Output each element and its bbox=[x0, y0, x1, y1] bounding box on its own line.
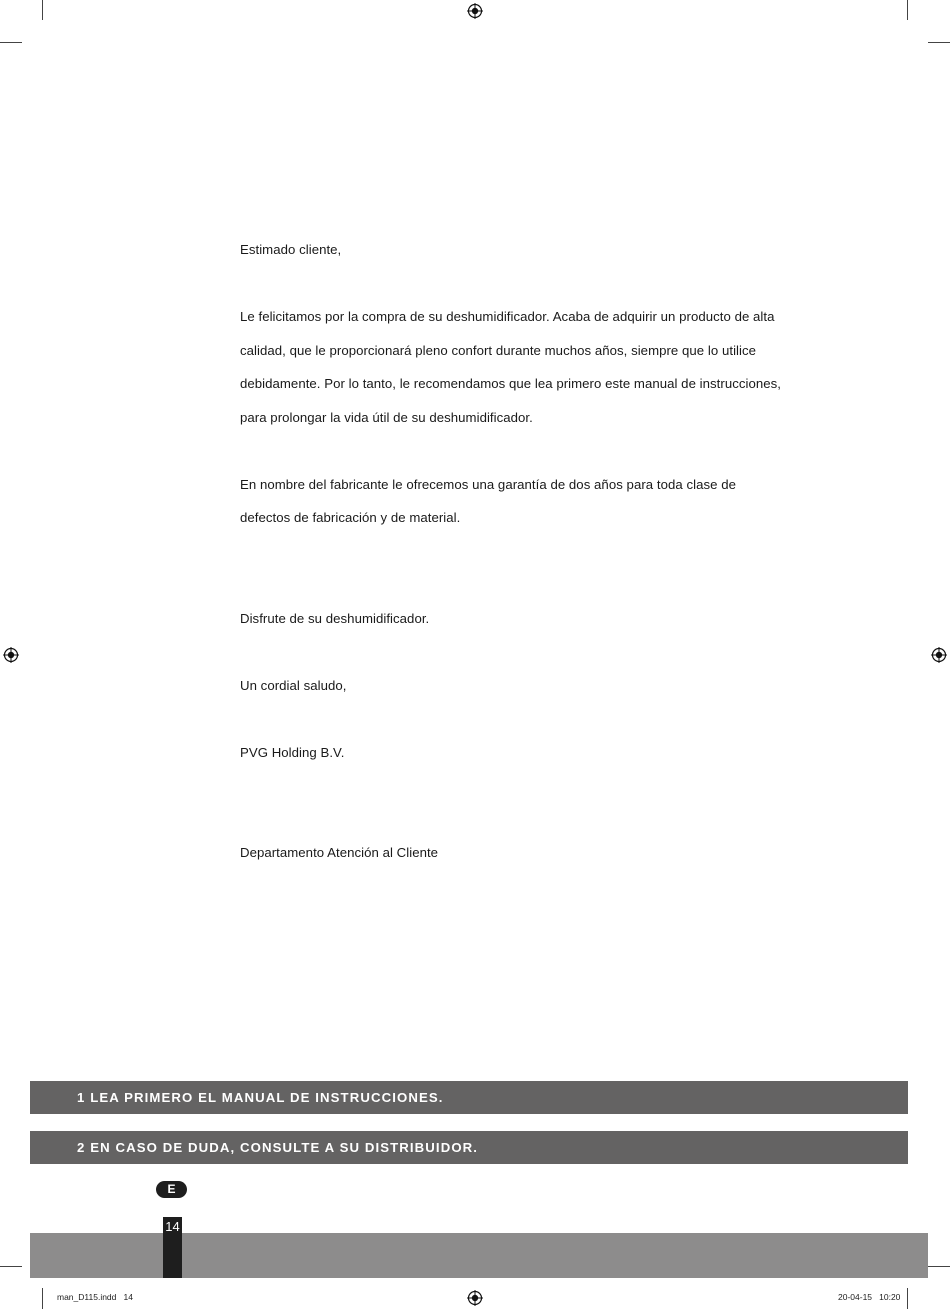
crop-mark-top-right bbox=[907, 0, 908, 20]
print-slug-time: 10:20 bbox=[879, 1292, 901, 1302]
letter-enjoy: Disfrute de su deshumidificador. bbox=[240, 610, 430, 626]
language-badge: E bbox=[156, 1181, 187, 1198]
letter-line: calidad, que le proporcionará pleno confort durante muchos años, siempre que lo utilice bbox=[240, 342, 757, 358]
letter-line: debidamente. Por lo tanto, le recomendamos que lea primero este manual de instrucciones, bbox=[240, 376, 781, 391]
print-slug-file: man_D115.indd 14 bbox=[57, 1292, 133, 1302]
registration-mark-icon bbox=[3, 647, 19, 663]
crop-mark-left-top bbox=[0, 42, 22, 43]
registration-mark-icon bbox=[467, 1290, 483, 1306]
letter-salutation: Estimado cliente, bbox=[240, 242, 342, 257]
registration-mark-icon bbox=[467, 3, 483, 19]
page-number-tab bbox=[163, 1217, 182, 1278]
crop-mark-left-bottom bbox=[0, 1266, 22, 1267]
letter-line: En nombre del fabricante le ofrecemos una garantía de dos años para toda clase de bbox=[240, 476, 736, 492]
letter-department: Departamento Atención al Cliente bbox=[240, 845, 439, 860]
notice-bar-consult-dealer: 2 EN CASO DE DUDA, CONSULTE A SU DISTRIBUIDOR. bbox=[30, 1131, 908, 1164]
letter-company: PVG Holding B.V. bbox=[240, 744, 345, 760]
print-slug-timestamp bbox=[838, 1292, 900, 1302]
print-slug-date: 20-04-15 bbox=[838, 1292, 873, 1302]
letter-line: para prolongar la vida útil de su deshumidificador. bbox=[240, 409, 533, 425]
crop-mark-top-left bbox=[42, 0, 43, 20]
crop-mark-right-bottom bbox=[928, 1266, 950, 1267]
letter-paragraph-2 bbox=[240, 468, 850, 535]
letter-paragraph-1 bbox=[240, 300, 850, 434]
welcome-letter bbox=[240, 233, 850, 870]
crop-mark-bottom-left bbox=[42, 1288, 43, 1309]
page-number: 14 bbox=[165, 1219, 180, 1234]
crop-mark-bottom-right bbox=[907, 1288, 908, 1309]
notice-bar-read-manual: 1 LEA PRIMERO EL MANUAL DE INSTRUCCIONES. bbox=[30, 1081, 908, 1114]
crop-mark-right-top bbox=[928, 42, 950, 43]
letter-closing: Un cordial saludo, bbox=[240, 677, 347, 693]
letter-line: defectos de fabricación y de material. bbox=[240, 510, 461, 525]
registration-mark-icon bbox=[931, 647, 947, 663]
letter-line: Le felicitamos por la compra de su deshumidificador. Acaba de adquirir un producto de alta bbox=[240, 309, 775, 324]
